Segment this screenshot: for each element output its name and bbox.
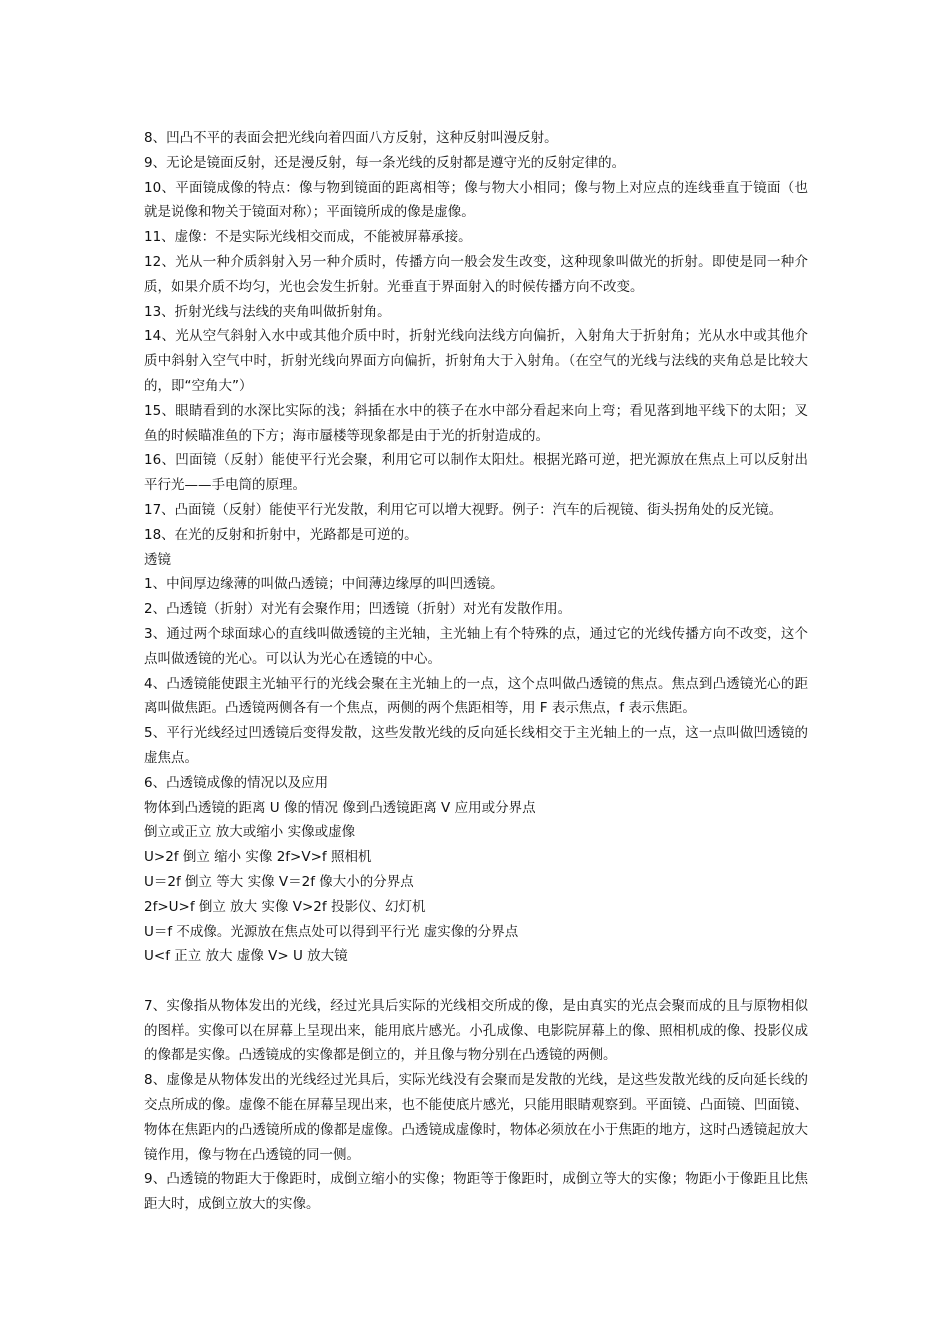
- paragraph-lens-9: 9、凸透镜的物距大于像距时，成倒立缩小的实像；物距等于像距时，成倒立等大的实像；物距小于像距且比焦距大时，成倒立放大的实像。: [144, 1171, 808, 1213]
- paragraph-reflection-9: 9、无论是镜面反射，还是漫反射，每一条光线的反射都是遵守光的反射定律的。: [144, 154, 626, 171]
- paragraph-lens-3: 3、通过两个球面球心的直线叫做透镜的主光轴，主光轴上有个特殊的点，通过它的光线传播方向不改变，这个点叫做透镜的光心。可以认为光心在透镜的中心。: [144, 625, 808, 667]
- document-page: [144, 126, 808, 1217]
- blank-line: [144, 969, 808, 994]
- paragraph-reflection-13: 13、折射光线与法线的夹角叫做折射角。: [144, 303, 391, 320]
- paragraph-lens-1: 1、中间厚边缘薄的叫做凸透镜；中间薄边缘厚的叫凹透镜。: [144, 576, 504, 593]
- paragraph-reflection-18: 18、在光的反射和折射中，光路都是可逆的。: [144, 526, 418, 543]
- paragraph-lens-5: 5、平行光线经过凹透镜后变得发散，这些发散光线的反向延长线相交于主光轴上的一点，这一点叫做凹透镜的虚焦点。: [144, 725, 808, 766]
- paragraph-reflection-17: 17、凸面镜（反射）能使平行光发散，利用它可以增大视野。例子：汽车的后视镜、街头拐角处的反光镜。: [144, 501, 783, 518]
- paragraph-lens-6: 6、凸透镜成像的情况以及应用: [144, 774, 329, 791]
- imaging-table-row: U＝2f 倒立 等大 实像 V＝2f 像大小的分界点: [144, 873, 414, 890]
- paragraph-reflection-12: 12、光从一种介质斜射入另一种介质时，传播方向一般会发生改变，这种现象叫做光的折射。即使是同一种介质，如果介质不均匀，光也会发生折射。光垂直于界面射入的时候传播方向不改变。: [144, 253, 808, 295]
- paragraph-lens-4: 4、凸透镜能使跟主光轴平行的光线会聚在主光轴上的一点，这个点叫做凸透镜的焦点。焦点到凸透镜光心的距离叫做焦距。凸透镜两侧各有一个焦点，两侧的两个焦距相等，用 F 表示焦点，f 表示焦距。: [144, 675, 808, 717]
- imaging-table-row: U<f 正立 放大 虚像 V> U 放大镜: [144, 948, 348, 965]
- paragraph-lens-8: 8、虚像是从物体发出的光线经过光具后，实际光线没有会聚而是发散的光线，是这些发散光线的反向延长线的交点所成的像。虚像不能在屏幕呈现出来，也不能使底片感光，只能用眼睛观察到。平面镜、凸面镜、凹面镜、物体在焦距内的凸透镜所成的像都是虚像。凸透镜成虚像时，物体必须放在小于焦距的地方，这时凸透镜起放大镜作用，像与物在凸透镜的同一侧。: [144, 1072, 808, 1163]
- section-heading-lens: 透镜: [144, 551, 171, 568]
- imaging-table-row: U＝f 不成像。光源放在焦点处可以得到平行光 虚实像的分界点: [144, 923, 519, 940]
- imaging-table-row: 2f>U>f 倒立 放大 实像 V>2f 投影仪、幻灯机: [144, 898, 426, 915]
- paragraph-reflection-14: 14、光从空气斜射入水中或其他介质中时，折射光线向法线方向偏折，入射角大于折射角；光从水中或其他介质中斜射入空气中时，折射光线向界面方向偏折，折射角大于入射角。（在空气的光线与法线的夹角总是比较大的，即“空角大”）: [144, 328, 808, 394]
- imaging-table-row: U>2f 倒立 缩小 实像 2f>V>f 照相机: [144, 849, 372, 866]
- imaging-table-header: 物体到凸透镜的距离 U 像的情况 像到凸透镜距离 V 应用或分界点: [144, 799, 536, 816]
- paragraph-lens-7: 7、实像指从物体发出的光线，经过光具后实际的光线相交所成的像，是由真实的光点会聚而成的且与原物相似的图样。实像可以在屏幕上呈现出来，能用底片感光。小孔成像、电影院屏幕上的像、照相机成的像、投影仪成的像都是实像。凸透镜成的实像都是倒立的，并且像与物分别在凸透镜的两侧。: [144, 997, 808, 1064]
- paragraph-lens-2: 2、凸透镜（折射）对光有会聚作用；凹透镜（折射）对光有发散作用。: [144, 601, 572, 618]
- paragraph-reflection-11: 11、虚像：不是实际光线相交而成，不能被屏幕承接。: [144, 229, 472, 246]
- paragraph-reflection-15: 15、眼睛看到的水深比实际的浅；斜插在水中的筷子在水中部分看起来向上弯；看见落到地平线下的太阳；叉鱼的时候瞄准鱼的下方；海市蜃楼等现象都是由于光的折射造成的。: [144, 402, 808, 444]
- paragraph-reflection-16: 16、凹面镜（反射）能使平行光会聚，利用它可以制作太阳灶。根据光路可逆，把光源放在焦点上可以反射出平行光——手电筒的原理。: [144, 452, 808, 494]
- imaging-table-subheader: 倒立或正立 放大或缩小 实像或虚像: [144, 824, 356, 841]
- paragraph-reflection-10: 10、平面镜成像的特点：像与物到镜面的距离相等；像与物大小相同；像与物上对应点的连线垂直于镜面（也就是说像和物关于镜面对称）；平面镜所成的像是虚像。: [144, 179, 808, 221]
- paragraph-reflection-8: 8、凹凸不平的表面会把光线向着四面八方反射，这种反射叫漫反射。: [144, 130, 558, 146]
